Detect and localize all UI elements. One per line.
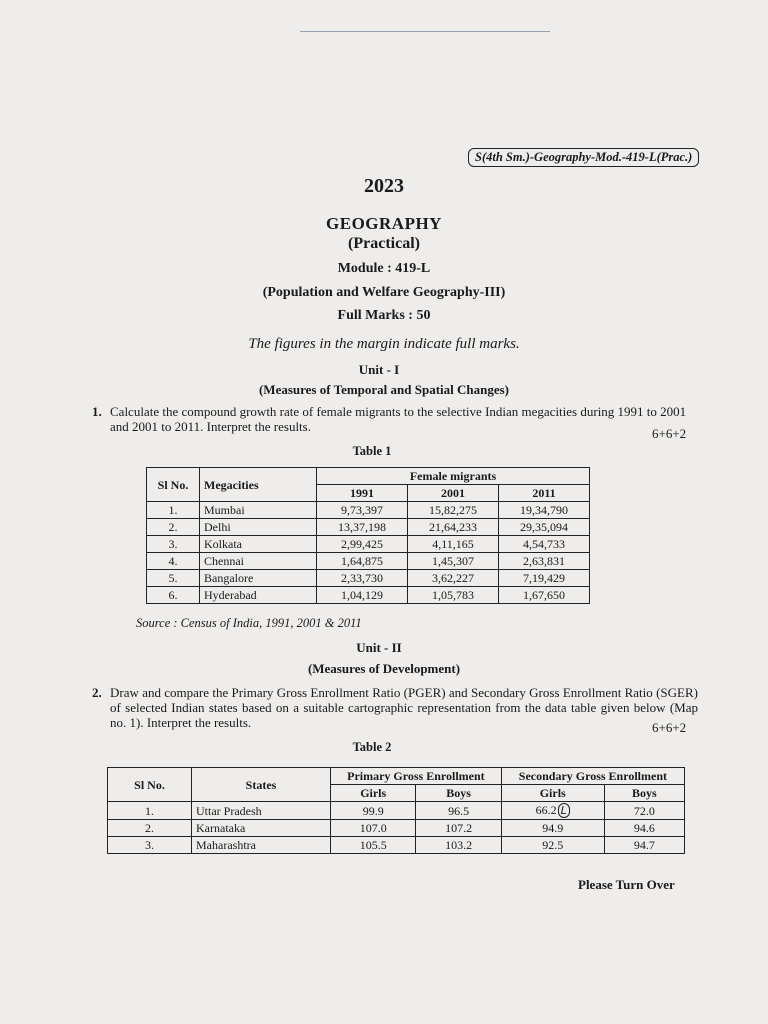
margin-note: The figures in the margin indicate full marks. bbox=[248, 336, 520, 352]
table-cell: 1,45,307 bbox=[408, 553, 499, 570]
table-2-caption: Table 2 bbox=[352, 740, 392, 754]
table-cell-value: 94.7 bbox=[633, 838, 655, 852]
table-row bbox=[108, 802, 685, 820]
table-cell bbox=[501, 802, 604, 820]
table-row bbox=[147, 519, 590, 536]
table-cell: Kolkata bbox=[200, 536, 317, 553]
table-cell bbox=[501, 837, 604, 854]
table-cell bbox=[331, 802, 416, 820]
table-1 bbox=[146, 467, 590, 604]
paper-title: (Population and Welfare Geography-III) bbox=[262, 285, 506, 300]
question-2-marks: 6+6+2 bbox=[652, 720, 687, 735]
handwritten-annotation: L bbox=[558, 803, 570, 818]
table-cell bbox=[416, 837, 501, 854]
table-cell: 3,62,227 bbox=[408, 570, 499, 587]
unit-2-subtitle: (Measures of Development) bbox=[307, 661, 461, 676]
table-cell bbox=[192, 802, 331, 820]
table-row bbox=[147, 536, 590, 553]
table-cell-value: 94.6 bbox=[633, 821, 655, 835]
table-cell: 1,04,129 bbox=[317, 587, 408, 604]
table-cell bbox=[416, 802, 501, 820]
table-cell: 4. bbox=[147, 553, 200, 570]
table-1-caption: Table 1 bbox=[352, 444, 392, 458]
question-1-number: 1. bbox=[92, 404, 102, 419]
table-cell-value: 3. bbox=[145, 838, 154, 852]
table-2-header-row bbox=[108, 768, 685, 785]
table-cell: Chennai bbox=[200, 553, 317, 570]
question-1-text: Calculate the compound growth rate of female migrants to the selective Indian megacities during 1991 to 2001 and 2001 to 2011. Interpret the results. bbox=[110, 404, 687, 434]
table-cell bbox=[108, 820, 192, 837]
table-cell bbox=[604, 820, 684, 837]
table-2-header-primary: Primary Gross Enrollment bbox=[331, 768, 502, 785]
table-cell-value: 66.2 bbox=[535, 803, 557, 817]
table-cell: 1,67,650 bbox=[499, 587, 590, 604]
table-cell: 13,37,198 bbox=[317, 519, 408, 536]
table-2-subheader: Boys bbox=[604, 785, 684, 802]
table-cell: 9,73,397 bbox=[317, 502, 408, 519]
table-cell: Bangalore bbox=[200, 570, 317, 587]
table-2-header-states: States bbox=[192, 768, 331, 802]
please-turn-over: Please Turn Over bbox=[578, 877, 675, 892]
table-cell: 6. bbox=[147, 587, 200, 604]
table-cell-value: 107.0 bbox=[359, 821, 387, 835]
table-cell: 1,05,783 bbox=[408, 587, 499, 604]
table-row bbox=[147, 587, 590, 604]
top-rule bbox=[300, 31, 550, 32]
table-cell-value: 103.2 bbox=[445, 838, 473, 852]
table-cell-value: Maharashtra bbox=[196, 838, 256, 852]
table-cell-value: 96.5 bbox=[448, 803, 470, 818]
table-1-header-row bbox=[147, 468, 590, 485]
table-cell: Delhi bbox=[200, 519, 317, 536]
table-cell: 3. bbox=[147, 536, 200, 553]
table-row bbox=[147, 553, 590, 570]
table-2-header-secondary: Secondary Gross Enrollment bbox=[501, 768, 684, 785]
question-2-number: 2. bbox=[92, 685, 102, 700]
table-cell-value: 2. bbox=[145, 821, 154, 835]
table-cell bbox=[604, 837, 684, 854]
subject-title: GEOGRAPHY bbox=[326, 214, 442, 233]
table-cell: 29,35,094 bbox=[499, 519, 590, 536]
table-cell: 5. bbox=[147, 570, 200, 587]
table-2 bbox=[107, 767, 685, 854]
table-2-header-slno: Sl No. bbox=[108, 768, 192, 802]
unit-2-heading: Unit - II bbox=[356, 640, 402, 655]
table-cell: 2,63,831 bbox=[499, 553, 590, 570]
table-cell-value: 92.5 bbox=[542, 838, 564, 852]
table-cell: 2. bbox=[147, 519, 200, 536]
table-cell-value: 1. bbox=[145, 803, 154, 818]
table-1-header-slno: Sl No. bbox=[147, 468, 200, 502]
table-cell: 1. bbox=[147, 502, 200, 519]
table-cell bbox=[331, 820, 416, 837]
module-number: Module : 419-L bbox=[337, 261, 431, 276]
exam-type: (Practical) bbox=[348, 235, 420, 252]
table-cell: 4,54,733 bbox=[499, 536, 590, 553]
table-cell-value: 72.0 bbox=[633, 803, 655, 818]
table-2-subheader: Boys bbox=[416, 785, 501, 802]
table-cell: 21,64,233 bbox=[408, 519, 499, 536]
table-cell bbox=[108, 837, 192, 854]
paper-code: S(4th Sm.)-Geography-Mod.-419-L(Prac.) bbox=[468, 148, 699, 167]
table-cell-value: 94.9 bbox=[542, 821, 564, 835]
table-2-subheader: Girls bbox=[331, 785, 416, 802]
unit-1-subtitle: (Measures of Temporal and Spatial Changes) bbox=[258, 382, 510, 397]
table-2-body bbox=[108, 802, 685, 854]
table-cell bbox=[192, 837, 331, 854]
table-cell: Hyderabad bbox=[200, 587, 317, 604]
table-1-year: 2011 bbox=[499, 485, 590, 502]
table-cell-value: Karnataka bbox=[196, 821, 246, 835]
table-row bbox=[108, 820, 685, 837]
table-row bbox=[147, 502, 590, 519]
table-cell: 1,64,875 bbox=[317, 553, 408, 570]
table-cell bbox=[108, 802, 192, 820]
table-cell: 19,34,790 bbox=[499, 502, 590, 519]
table-cell-value: Uttar Pradesh bbox=[196, 803, 262, 818]
table-1-header-female-migrants: Female migrants bbox=[317, 468, 590, 485]
unit-1-heading: Unit - I bbox=[358, 362, 400, 377]
table-cell bbox=[604, 802, 684, 820]
table-row bbox=[147, 570, 590, 587]
table-cell bbox=[416, 820, 501, 837]
table-cell bbox=[331, 837, 416, 854]
exam-year: 2023 bbox=[364, 175, 404, 197]
table-1-year: 2001 bbox=[408, 485, 499, 502]
table-cell-value: 105.5 bbox=[359, 838, 387, 852]
table-1-source: Source : Census of India, 1991, 2001 & 2011 bbox=[136, 616, 362, 630]
table-cell bbox=[192, 820, 331, 837]
table-2-subheader: Girls bbox=[501, 785, 604, 802]
table-1-year: 1991 bbox=[317, 485, 408, 502]
table-cell: 15,82,275 bbox=[408, 502, 499, 519]
table-cell: 2,33,730 bbox=[317, 570, 408, 587]
table-cell-value: 107.2 bbox=[445, 821, 473, 835]
table-1-body bbox=[147, 502, 590, 604]
table-1-header-megacities: Megacities bbox=[200, 468, 317, 502]
table-cell: 2,99,425 bbox=[317, 536, 408, 553]
full-marks: Full Marks : 50 bbox=[337, 308, 431, 323]
table-cell: 4,11,165 bbox=[408, 536, 499, 553]
question-1-marks: 6+6+2 bbox=[652, 426, 687, 441]
table-row bbox=[108, 837, 685, 854]
table-cell: 7,19,429 bbox=[499, 570, 590, 587]
table-cell bbox=[501, 820, 604, 837]
table-cell-value: 99.9 bbox=[362, 803, 384, 818]
table-cell: Mumbai bbox=[200, 502, 317, 519]
question-2-text: Draw and compare the Primary Gross Enrollment Ratio (PGER) and Secondary Gross Enrollment Ratio (SGER) of selected Indian states based on a suitable cartographic representation from the data table given below (Map no. 1). Interpret the results. bbox=[110, 685, 698, 730]
